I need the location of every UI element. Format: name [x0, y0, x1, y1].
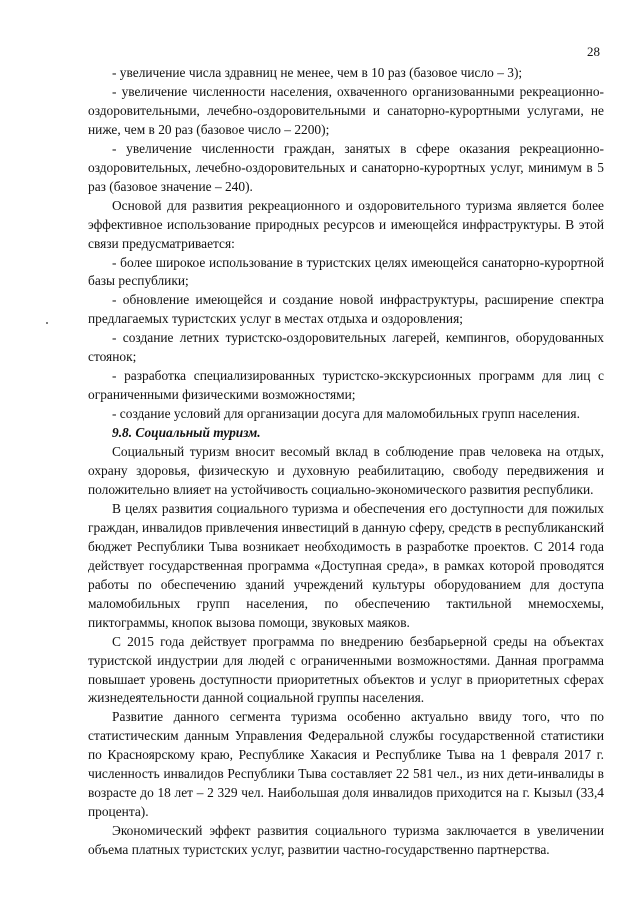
paragraph-social-tourism-intro: Социальный туризм вносит весомый вклад в соблюдение прав человека на отдых, охрану здоровья, физическую и духовную реабилитацию, свободу передвижения и положительно влияет на устойчивость социально-экономического развития республики.	[88, 444, 604, 497]
document-body	[88, 64, 604, 860]
paragraph-economic-effect: Экономический эффект развития социального туризма заключается в увеличении объема платных туристских услуг, развитии частно-государственно партнерства.	[88, 823, 604, 858]
list-item-population-served: - увеличение численности населения, охваченного организованными рекреационно-оздоровительными, лечебно-оздоровительными и санаторно-курортными услугами, не ниже, чем в 20 раз (базовое число – 2200);	[88, 83, 604, 137]
section-heading: 9.8. Социальный туризм.	[112, 425, 261, 441]
list-item-leisure-conditions: - создание условий для организации досуга для маломобильных групп населения.	[112, 406, 580, 422]
list-item-camps: - создание летних туристско-оздоровительных лагерей, кемпингов, оборудованных стоянок;	[88, 330, 604, 365]
list-item-infrastructure: - обновление имеющейся и создание новой инфраструктуры, расширение спектра предлагаемых туристских услуг в местах отдыха и оздоровления;	[88, 292, 604, 327]
list-item-resorts-count: - увеличение числа здравниц не менее, чем в 10 раз (базовое число – 3);	[112, 65, 523, 80]
list-item-excursion-programs: - разработка специализированных туристско-экскурсионных программ для лиц с ограниченными физическими возможностями;	[88, 368, 604, 403]
paragraph-recreational-basis: Основой для развития рекреационного и оздоровительного туризма является более эффективное использование природных ресурсов и имеющейся инфраструктуры. В этой связи предусматривается:	[88, 197, 604, 251]
paragraph-accessibility-program: В целях развития социального туризма и обеспечения его доступности для пожилых граждан, инвалидов привлечения инвестиций в данную сферу, средств в республиканский бюджет Республики Тыва возникает необходимость в разработке проектов. С 2014 года действует государственная программа «Доступная среда», в рамках которой проводятся работы по обеспечению зданий учреждений культуры оборудованием для доступа маломобильных групп населения, по обеспечению тактильной мнемосхемы, пиктограммы, кнопок вызова помощи, звуковых маяков.	[88, 500, 604, 630]
list-item-sanatorium-base: - более широкое использование в туристских целях имеющейся санаторно-курортной базы республики;	[88, 254, 604, 289]
list-item-employment: - увеличение численности граждан, занятых в сфере оказания рекреационно-оздоровительных, лечебно-оздоровительных и санаторно-курортных услуг, минимум в 5 раз (базовое значение – 240).	[88, 140, 604, 194]
margin-dot	[46, 322, 48, 324]
paragraph-statistics: Развитие данного сегмента туризма особенно актуально ввиду того, что по статистическим данным Управления Федеральной службы государственной статистики по Красноярскому краю, Республике Хакасия и Республике Тыва на 1 февраля 2017 г. численность инвалидов Республики Тыва составляет 22 581 чел., из них дети-инвалиды в возрасте до 18 лет – 2 329 чел. Наибольшая доля инвалидов приходится на г. Кызыл (33,4 процента).	[88, 709, 604, 820]
page-number: 28	[587, 44, 600, 59]
paragraph-barrier-free: С 2015 года действует программа по внедрению безбарьерной среды на объектах туристской индустрии для людей с ограниченными возможностями. Данная программа повышает уровень доступности приоритетных объектов и услуг в приоритетных сферах жизнедеятельности данной социальной группы населения.	[88, 633, 604, 706]
